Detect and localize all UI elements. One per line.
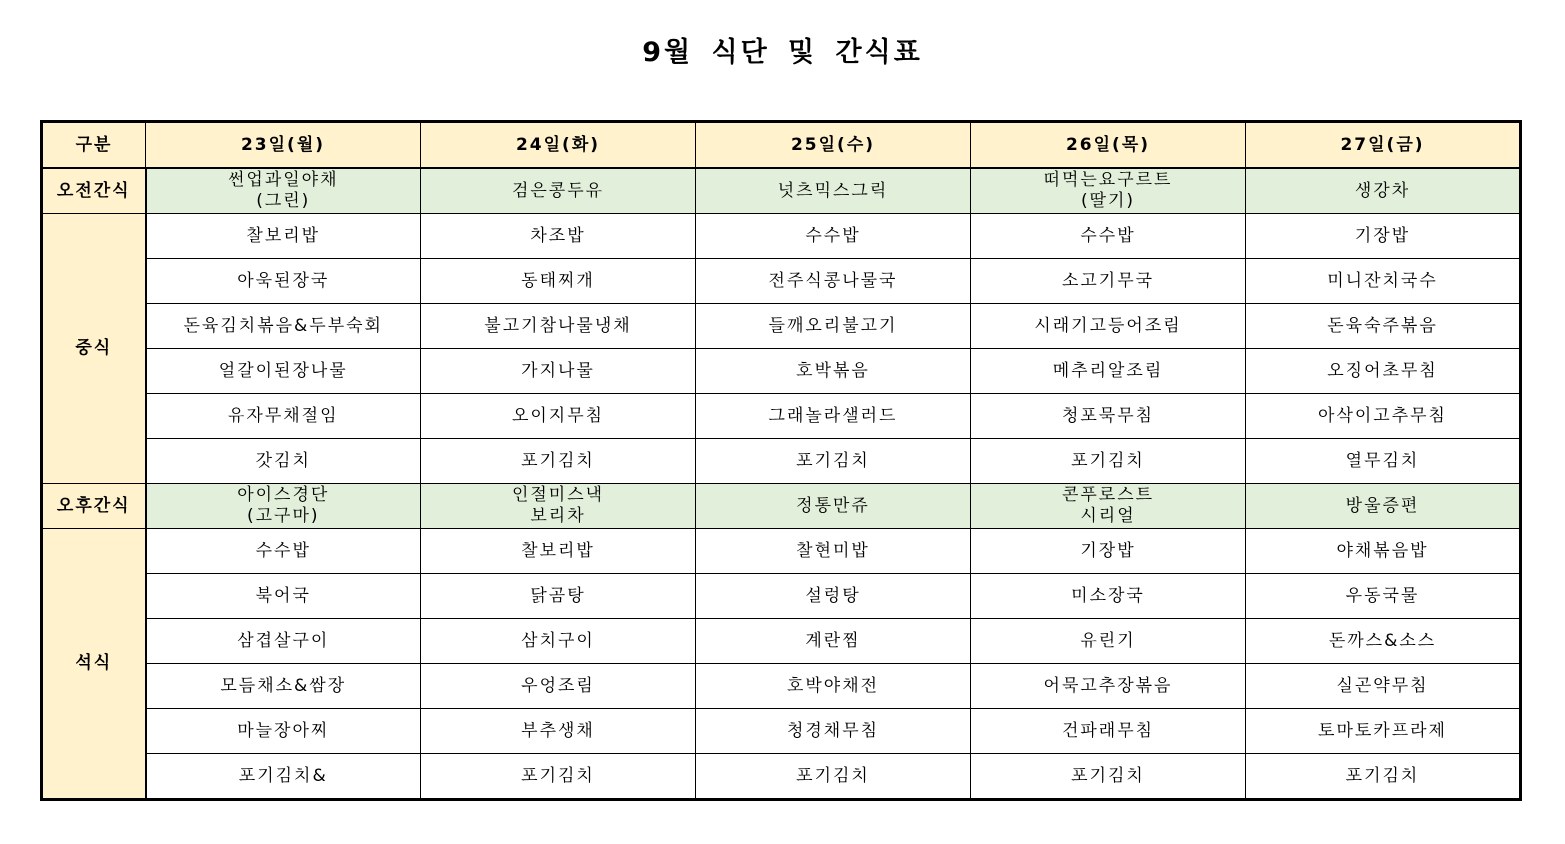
page-title: 9월 식단 및 간식표 <box>642 37 923 68</box>
menu-cell: 얼갈이된장나물 <box>146 349 421 394</box>
menu-cell: 삼겹살구이 <box>146 619 421 664</box>
menu-cell: 마늘장아찌 <box>146 709 421 754</box>
menu-cell-line: 시리얼 <box>1080 506 1136 526</box>
menu-cell: 포기김치 <box>1246 754 1521 800</box>
menu-cell: 계란찜 <box>696 619 971 664</box>
lunch-label: 중식 <box>42 214 146 484</box>
menu-cell: 야채볶음밥 <box>1246 529 1521 574</box>
dinner-row <box>42 574 1521 619</box>
dinner-row <box>42 754 1521 800</box>
lunch-row <box>42 214 1521 259</box>
menu-cell: 미소장국 <box>971 574 1246 619</box>
menu-cell <box>421 484 696 529</box>
menu-table-body <box>42 122 1521 800</box>
menu-cell: 기장밥 <box>1246 214 1521 259</box>
menu-cell: 돈육김치볶음&두부숙회 <box>146 304 421 349</box>
menu-cell: 호박볶음 <box>696 349 971 394</box>
menu-cell-line: 보리차 <box>530 506 586 526</box>
menu-cell <box>146 484 421 529</box>
menu-cell-line: 썬업과일야채 <box>227 170 339 190</box>
menu-cell: 돈육숙주볶음 <box>1246 304 1521 349</box>
menu-cell: 동태찌개 <box>421 259 696 304</box>
menu-cell: 호박야채전 <box>696 664 971 709</box>
menu-cell: 오이지무침 <box>421 394 696 439</box>
menu-cell: 아욱된장국 <box>146 259 421 304</box>
day-header: 23일(월) <box>146 122 421 169</box>
lunch-row <box>42 259 1521 304</box>
category-header: 구분 <box>42 122 146 169</box>
menu-cell-line: (그린) <box>256 191 311 211</box>
menu-cell: 포기김치& <box>146 754 421 800</box>
menu-cell: 아삭이고추무침 <box>1246 394 1521 439</box>
menu-cell: 모듬채소&쌈장 <box>146 664 421 709</box>
dinner-row <box>42 529 1521 574</box>
menu-cell: 정통만쥬 <box>696 484 971 529</box>
menu-cell: 찰보리밥 <box>146 214 421 259</box>
menu-cell: 생강차 <box>1246 168 1521 214</box>
menu-cell: 포기김치 <box>421 439 696 484</box>
menu-cell-line: 콘푸로스트 <box>1061 485 1155 505</box>
menu-cell: 삼치구이 <box>421 619 696 664</box>
day-header: 27일(금) <box>1246 122 1521 169</box>
menu-cell-line: (고구마) <box>246 506 320 526</box>
menu-cell: 포기김치 <box>971 439 1246 484</box>
day-header: 26일(목) <box>971 122 1246 169</box>
menu-cell: 우엉조림 <box>421 664 696 709</box>
menu-cell: 수수밥 <box>146 529 421 574</box>
menu-cell-line: 인절미스낵 <box>511 485 605 505</box>
menu-cell: 들깨오리불고기 <box>696 304 971 349</box>
menu-cell: 설렁탕 <box>696 574 971 619</box>
dinner-row <box>42 709 1521 754</box>
menu-cell: 실곤약무침 <box>1246 664 1521 709</box>
menu-cell: 닭곰탕 <box>421 574 696 619</box>
dinner-row <box>42 619 1521 664</box>
menu-cell: 북어국 <box>146 574 421 619</box>
menu-cell: 가지나물 <box>421 349 696 394</box>
menu-cell: 검은콩두유 <box>421 168 696 214</box>
menu-cell-line: 아이스경단 <box>237 485 330 505</box>
header-row <box>42 122 1521 169</box>
menu-cell: 차조밥 <box>421 214 696 259</box>
menu-cell: 유린기 <box>971 619 1246 664</box>
menu-cell: 부추생채 <box>421 709 696 754</box>
lunch-row <box>42 304 1521 349</box>
menu-cell: 넛츠믹스그릭 <box>696 168 971 214</box>
menu-cell: 시래기고등어조림 <box>971 304 1246 349</box>
menu-cell: 갓김치 <box>146 439 421 484</box>
menu-cell: 청경채무침 <box>696 709 971 754</box>
dinner-row <box>42 664 1521 709</box>
menu-cell: 건파래무침 <box>971 709 1246 754</box>
menu-cell: 오징어초무침 <box>1246 349 1521 394</box>
menu-cell: 미니잔치국수 <box>1246 259 1521 304</box>
morning-snack-row <box>42 168 1521 214</box>
menu-cell: 소고기무국 <box>971 259 1246 304</box>
menu-cell: 유자무채절임 <box>146 394 421 439</box>
day-header: 24일(화) <box>421 122 696 169</box>
menu-cell: 수수밥 <box>971 214 1246 259</box>
menu-cell: 어묵고추장볶음 <box>971 664 1246 709</box>
menu-cell: 찰현미밥 <box>696 529 971 574</box>
menu-cell: 그래놀라샐러드 <box>696 394 971 439</box>
menu-cell: 전주식콩나물국 <box>696 259 971 304</box>
menu-cell: 기장밥 <box>971 529 1246 574</box>
menu-cell: 찰보리밥 <box>421 529 696 574</box>
menu-cell: 우동국물 <box>1246 574 1521 619</box>
menu-cell: 열무김치 <box>1246 439 1521 484</box>
morning-snack-row-label: 오전간식 <box>42 168 146 214</box>
menu-cell <box>971 484 1246 529</box>
menu-cell: 포기김치 <box>696 439 971 484</box>
afternoon-snack-row-label: 오후간식 <box>42 484 146 529</box>
dinner-label: 석식 <box>42 529 146 800</box>
menu-cell: 메추리알조림 <box>971 349 1246 394</box>
menu-cell: 돈까스&소스 <box>1246 619 1521 664</box>
menu-table <box>40 120 1522 801</box>
menu-cell: 불고기참나물냉채 <box>421 304 696 349</box>
afternoon-snack-row <box>42 484 1521 529</box>
menu-cell: 토마토카프라제 <box>1246 709 1521 754</box>
lunch-row <box>42 349 1521 394</box>
menu-cell: 포기김치 <box>696 754 971 800</box>
menu-cell <box>971 168 1246 214</box>
day-header: 25일(수) <box>696 122 971 169</box>
menu-cell: 포기김치 <box>421 754 696 800</box>
lunch-row <box>42 439 1521 484</box>
menu-cell: 포기김치 <box>971 754 1246 800</box>
menu-cell-line: 떠먹는요구르트 <box>1043 170 1173 190</box>
menu-cell <box>146 168 421 214</box>
lunch-row <box>42 394 1521 439</box>
menu-cell-line: (딸기) <box>1080 191 1136 211</box>
menu-cell: 방울증편 <box>1246 484 1521 529</box>
menu-cell: 청포묵무침 <box>971 394 1246 439</box>
menu-cell: 수수밥 <box>696 214 971 259</box>
